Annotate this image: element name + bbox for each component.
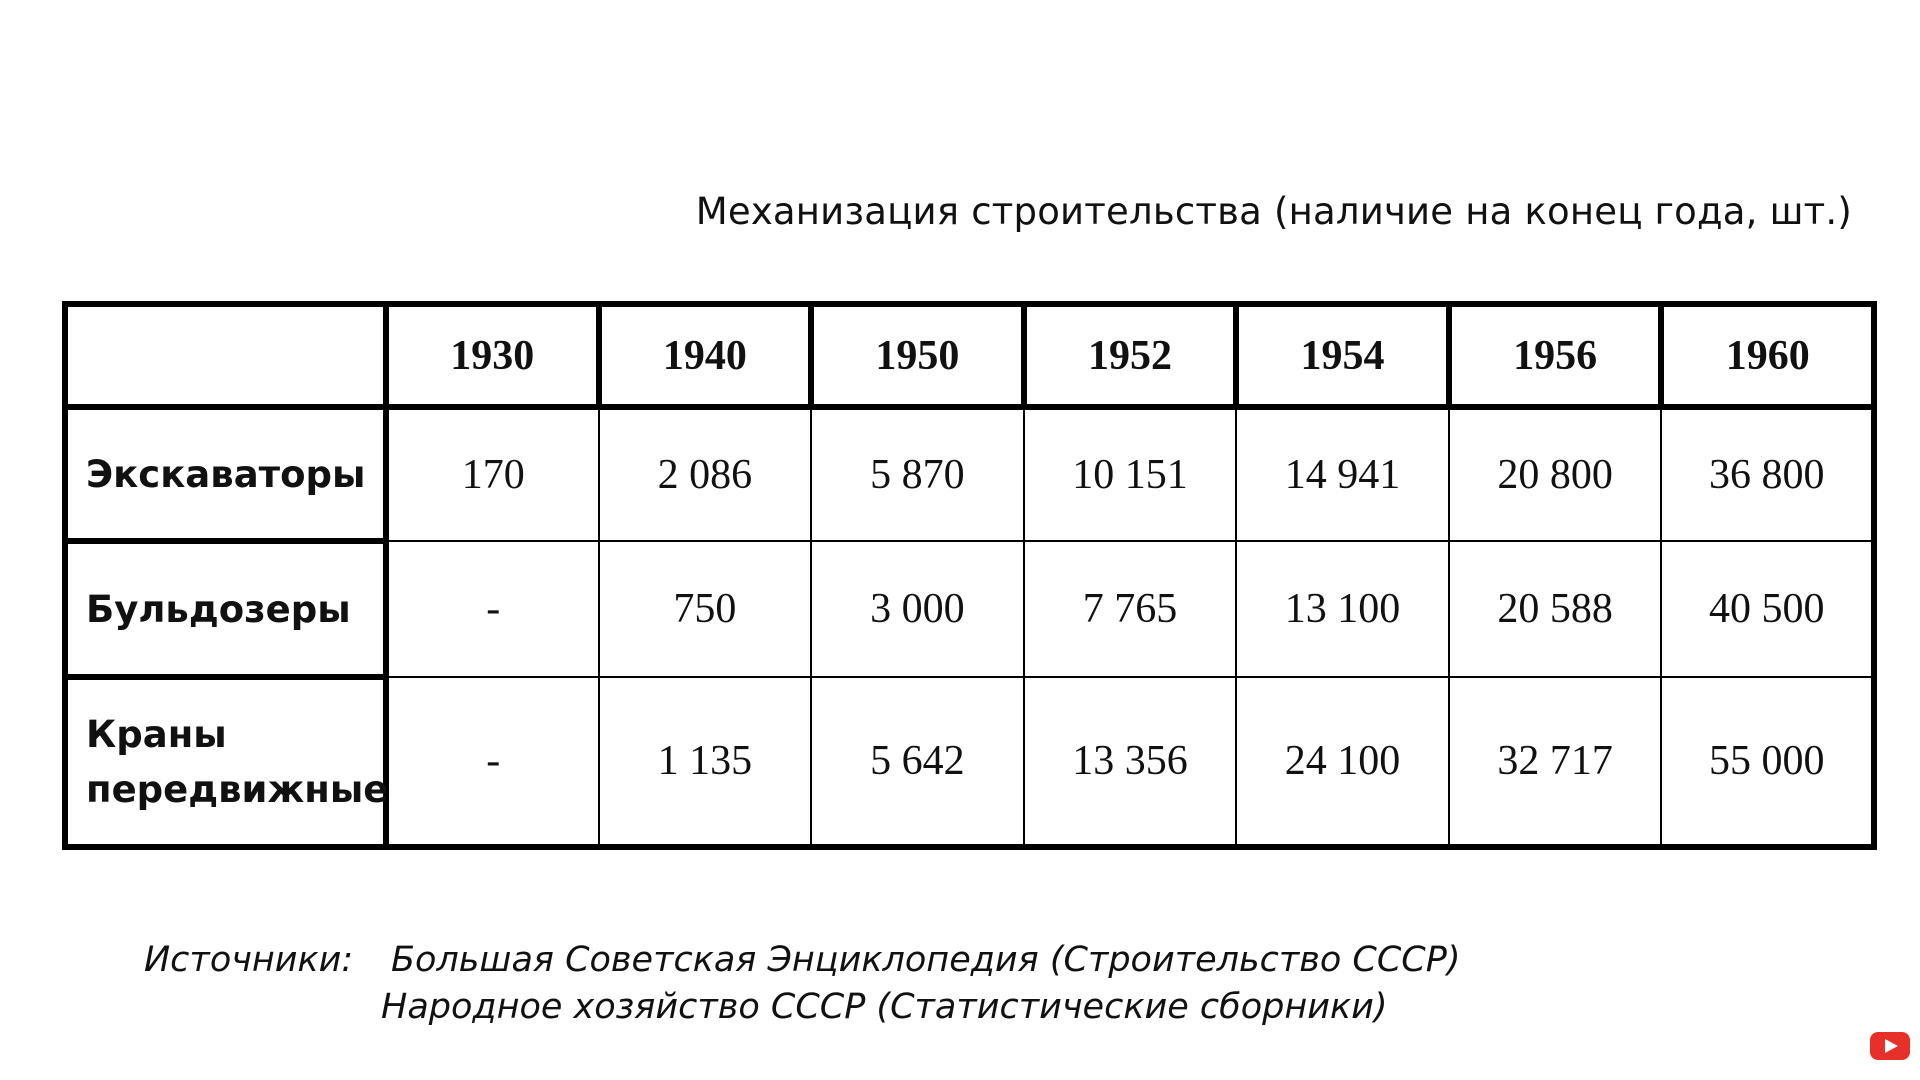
- row-label-line: передвижные: [86, 768, 389, 811]
- row-label-bulldozers: Бульдозеры: [65, 541, 386, 677]
- table-header-row: [65, 304, 1874, 407]
- row-label-excavators: Экскаваторы: [65, 407, 386, 541]
- sources-line-2: [144, 984, 1461, 1031]
- table-cell: 750: [599, 541, 812, 677]
- source-item: Большая Советская Энциклопедия (Строительство СССР): [391, 940, 1461, 980]
- sources-line-1: [144, 937, 1461, 984]
- table-cell: 2 086: [599, 407, 812, 541]
- page-title: Механизация строительства (наличие на конец года, шт.): [695, 190, 1852, 233]
- table-cell: 170: [386, 407, 599, 541]
- year-header: 1956: [1449, 304, 1662, 407]
- row-label-mobile-cranes: [65, 677, 389, 847]
- table-row: [65, 677, 1874, 847]
- year-header: 1952: [1024, 304, 1237, 407]
- table-cell: 32 717: [1449, 677, 1662, 847]
- year-header: 1950: [811, 304, 1024, 407]
- table-cell: 55 000: [1661, 677, 1874, 847]
- table-cell: 20 800: [1449, 407, 1662, 541]
- table-cell: 40 500: [1661, 541, 1874, 677]
- table-row: [65, 407, 1874, 541]
- table-cell: 3 000: [811, 541, 1024, 677]
- sources-label: Источники:: [144, 940, 354, 980]
- year-header: 1960: [1661, 304, 1874, 407]
- table-cell: 20 588: [1449, 541, 1662, 677]
- source-item: Народное хозяйство СССР (Статистические сборники): [381, 987, 1388, 1027]
- play-logo-icon[interactable]: [1870, 1032, 1910, 1060]
- table-cell: 24 100: [1236, 677, 1449, 847]
- table-cell: -: [386, 541, 599, 677]
- sources-block: [144, 937, 1461, 1031]
- table-cell: 7 765: [1024, 541, 1237, 677]
- table-cell: 5 642: [811, 677, 1024, 847]
- table-cell: 5 870: [811, 407, 1024, 541]
- table-cell: 13 100: [1236, 541, 1449, 677]
- construction-mechanization-table: [62, 301, 1877, 850]
- table-cell: 1 135: [599, 677, 812, 847]
- table-cell: 14 941: [1236, 407, 1449, 541]
- corner-cell: [65, 304, 386, 407]
- row-label-line: Краны: [86, 713, 227, 756]
- table-cell: 10 151: [1024, 407, 1237, 541]
- year-header: 1954: [1236, 304, 1449, 407]
- year-header: 1940: [599, 304, 812, 407]
- year-header: 1930: [386, 304, 599, 407]
- table-cell: 36 800: [1661, 407, 1874, 541]
- table-row: [65, 541, 1874, 677]
- table-cell: -: [386, 677, 599, 847]
- table-cell: 13 356: [1024, 677, 1237, 847]
